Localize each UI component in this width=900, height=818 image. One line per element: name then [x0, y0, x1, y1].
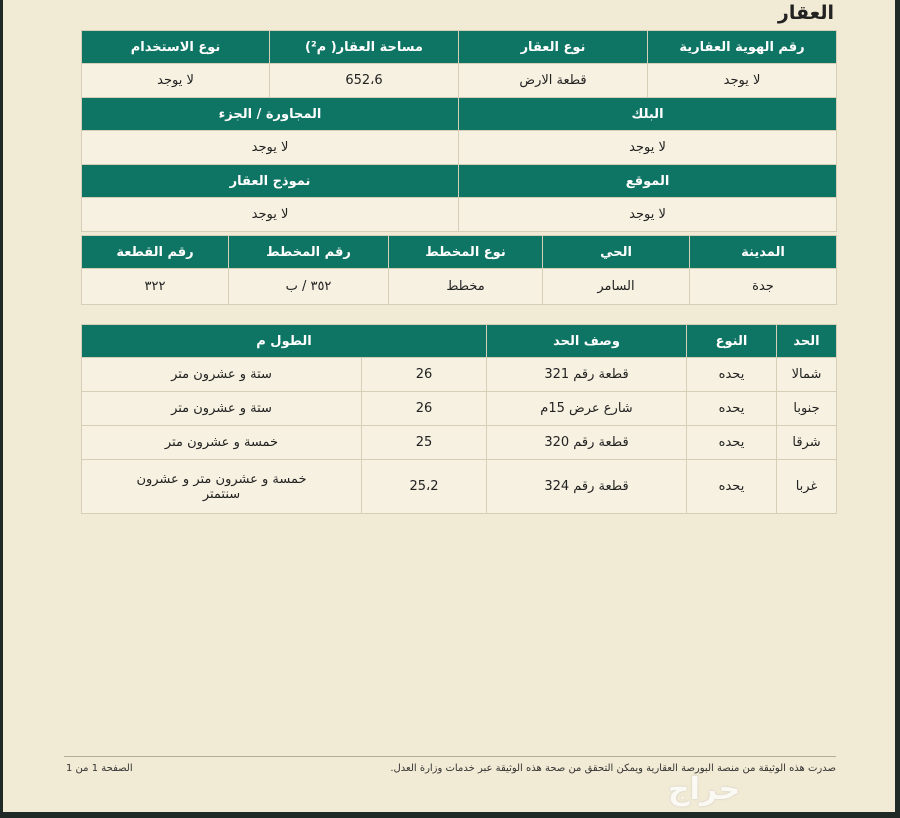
boundary-side: شرقا — [777, 426, 837, 460]
header-property-area: مساحة العقار( م²) — [270, 31, 459, 64]
frame-bottom — [0, 812, 900, 818]
header-district: الحي — [543, 236, 690, 269]
header-boundary-description: وصف الحد — [487, 325, 687, 358]
boundary-length-text: ستة و عشرون متر — [82, 392, 362, 426]
value-neighborhood-part: لا يوجد — [82, 131, 459, 165]
header-property-model: نموذج العقار — [82, 165, 459, 198]
location-table — [81, 235, 837, 305]
value-plot-number: ٣٢٢ — [82, 269, 229, 305]
value-block: لا يوجد — [459, 131, 837, 165]
frame-left — [0, 0, 3, 818]
page-number: الصفحة 1 من 1 — [66, 763, 133, 774]
value-property-area: 652،6 — [270, 64, 459, 98]
boundary-side: شمالا — [777, 358, 837, 392]
value-city: جدة — [690, 269, 837, 305]
table-row — [82, 392, 837, 426]
boundary-length-text: خمسة و عشرون متر و عشرون سنتمتر — [82, 460, 362, 514]
value-location: لا يوجد — [459, 198, 837, 232]
header-neighborhood-part: المجاورة / الجزء — [82, 98, 459, 131]
boundary-type: يحده — [687, 426, 777, 460]
boundary-type: يحده — [687, 392, 777, 426]
footer-divider — [64, 756, 836, 757]
value-plan-type: مخطط — [389, 269, 543, 305]
header-plot-number: رقم القطعة — [82, 236, 229, 269]
header-plan-number: رقم المخطط — [229, 236, 389, 269]
boundaries-table — [81, 324, 837, 514]
boundary-length: 25،2 — [362, 460, 487, 514]
section-title: العقار — [777, 2, 834, 24]
header-boundary: الحد — [777, 325, 837, 358]
boundary-description: قطعة رقم 324 — [487, 460, 687, 514]
footer-note: صدرت هذه الوثيقة من منصة البورصة العقارية ويمكن التحقق من صحة هذه الوثيقة عبر خدمات وزارة العدل. — [390, 763, 836, 774]
boundary-length-text: خمسة و عشرون متر — [82, 426, 362, 460]
header-property-type: نوع العقار — [459, 31, 648, 64]
boundary-description: قطعة رقم 321 — [487, 358, 687, 392]
header-usage-type: نوع الاستخدام — [82, 31, 270, 64]
table-row — [82, 426, 837, 460]
property-info-table — [81, 30, 837, 232]
header-property-id: رقم الهوية العقارية — [648, 31, 837, 64]
header-location: الموقع — [459, 165, 837, 198]
boundary-length-text: ستة و عشرون متر — [82, 358, 362, 392]
header-plan-type: نوع المخطط — [389, 236, 543, 269]
boundary-type: يحده — [687, 358, 777, 392]
boundary-length: 26 — [362, 358, 487, 392]
header-block: البلك — [459, 98, 837, 131]
table-row — [82, 460, 837, 514]
value-usage-type: لا يوجد — [82, 64, 270, 98]
value-property-model: لا يوجد — [82, 198, 459, 232]
value-plan-number: ٣٥٢ / ب — [229, 269, 389, 305]
boundary-description: شارع عرض 15م — [487, 392, 687, 426]
value-property-type: قطعة الارض — [459, 64, 648, 98]
header-city: المدينة — [690, 236, 837, 269]
value-property-id: لا يوجد — [648, 64, 837, 98]
boundary-side: جنوبا — [777, 392, 837, 426]
boundary-description: قطعة رقم 320 — [487, 426, 687, 460]
boundary-length: 25 — [362, 426, 487, 460]
boundary-side: غربا — [777, 460, 837, 514]
table-row — [82, 358, 837, 392]
watermark-logo: حراج — [668, 772, 741, 807]
header-length: الطول م — [82, 325, 487, 358]
boundary-type: يحده — [687, 460, 777, 514]
boundary-length: 26 — [362, 392, 487, 426]
frame-right — [895, 0, 900, 818]
value-district: السامر — [543, 269, 690, 305]
header-boundary-type: النوع — [687, 325, 777, 358]
